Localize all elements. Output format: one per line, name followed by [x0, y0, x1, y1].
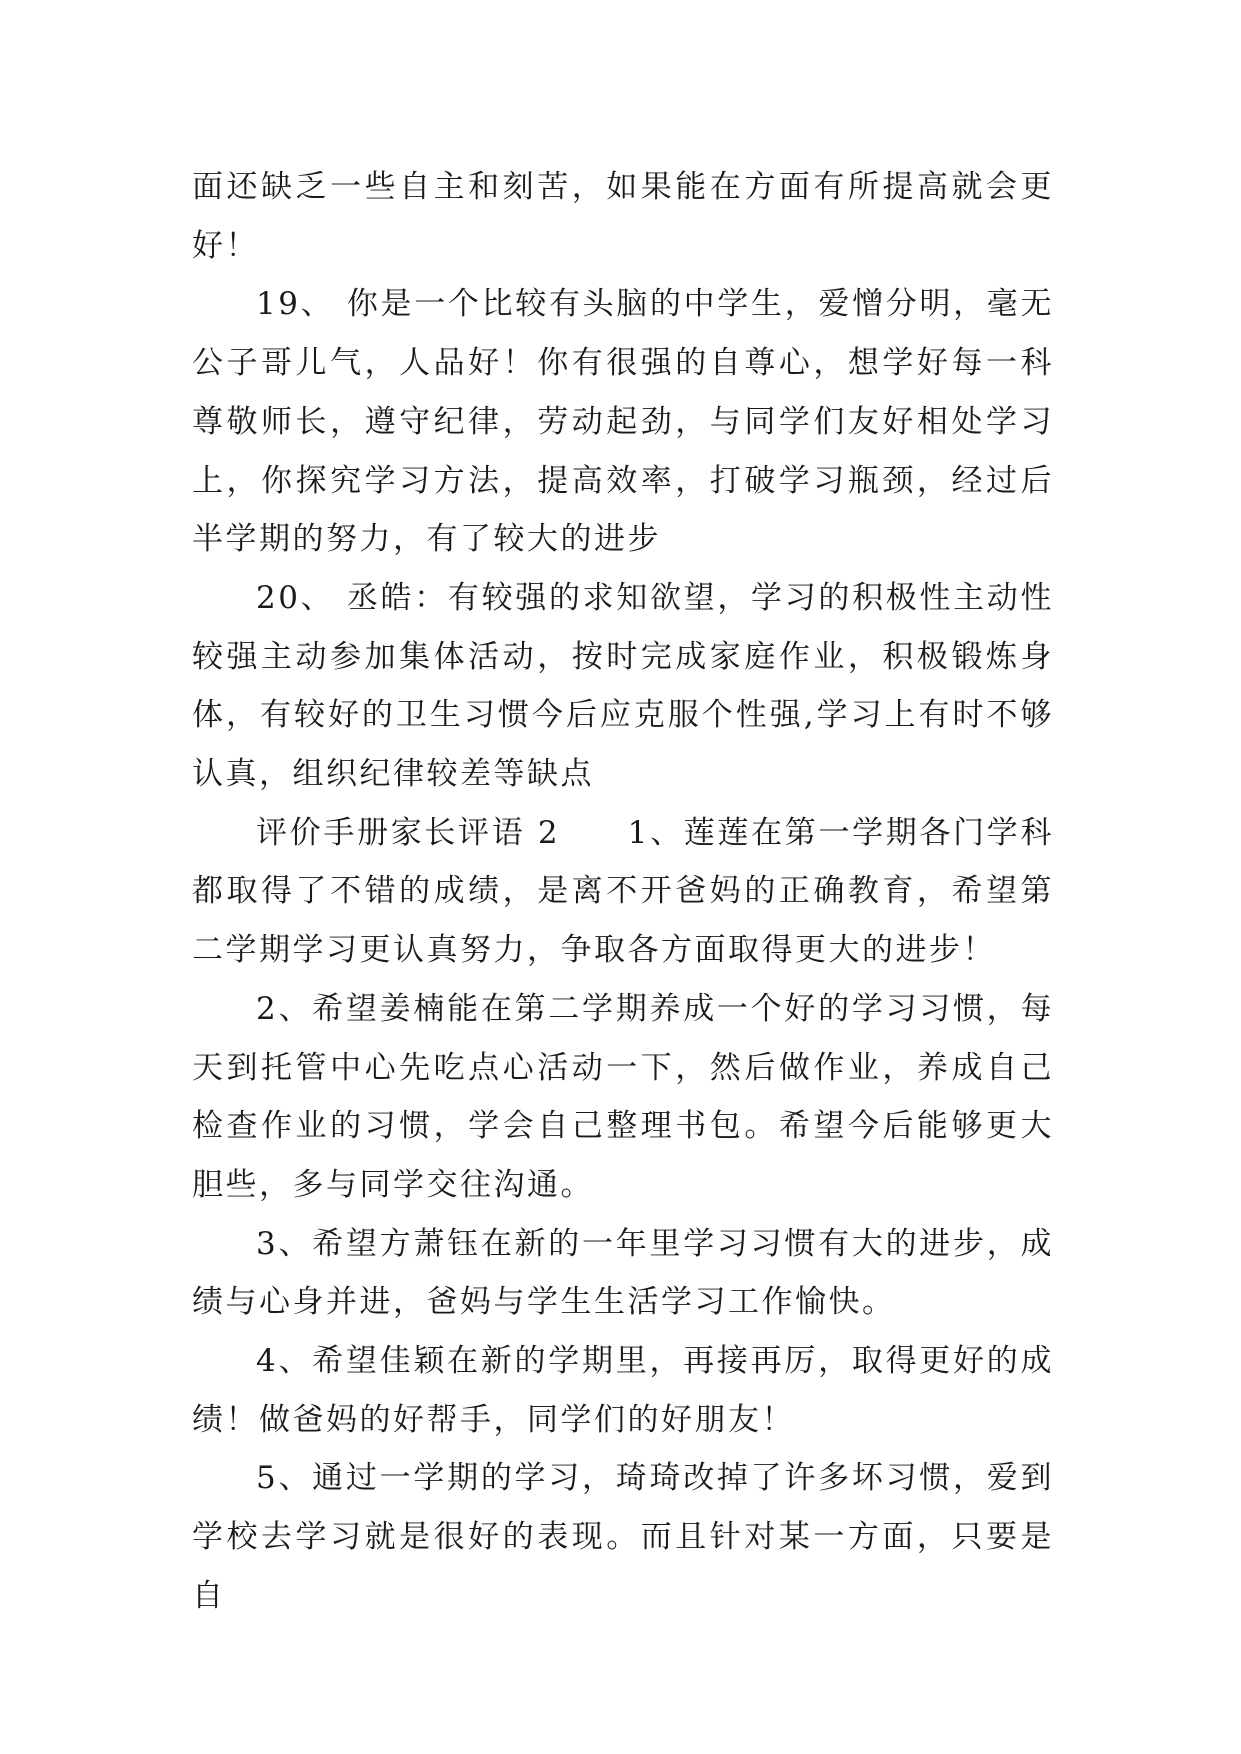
- paragraph-19: 19、 你是一个比较有头脑的中学生，爱憎分明，毫无公子哥儿气，人品好！你有很强的自尊心，想学好每一科尊敬师长，遵守纪律，劳动起劲，与同学们友好相处学习上，你探究学习方法，提高效率，打破学习瓶颈，经过后半学期的努力，有了较大的进步: [192, 286, 1054, 558]
- paragraph-item-2: 2、希望姜楠能在第二学期养成一个好的学习习惯，每天到托管中心先吃点心活动一下，然后做作业，养成自己检查作业的习惯，学会自己整理书包。希望今后能够更大胆些，多与同学交往沟通。: [192, 990, 1054, 1203]
- paragraph-1: 面还缺乏一些自主和刻苦，如果能在方面有所提高就会更好！: [192, 169, 1054, 264]
- document-page: [192, 158, 1054, 1626]
- paragraph-item-5: 5、通过一学期的学习，琦琦改掉了许多坏习惯，爱到学校去学习就是很好的表现。而且针对某一方面，只要是自: [192, 1460, 1054, 1614]
- paragraph-section-2-item-1: 评价手册家长评语 2 1、莲莲在第一学期各门学科都取得了不错的成绩，是离不开爸妈的正确教育，希望第二学期学习更认真努力，争取各方面取得更大的进步！: [192, 814, 1054, 969]
- paragraph-item-3: 3、希望方萧钰在新的一年里学习习惯有大的进步，成绩与心身并进，爸妈与学生生活学习工作愉快。: [192, 1225, 1054, 1321]
- paragraph-item-4: 4、希望佳颖在新的学期里，再接再厉，取得更好的成绩！做爸妈的好帮手，同学们的好朋友！: [192, 1343, 1054, 1438]
- paragraph-20: 20、 丞皓：有较强的求知欲望，学习的积极性主动性较强主动参加集体活动，按时完成家庭作业，积极锻炼身体，有较好的卫生习惯今后应克服个性强,学习上有时不够认真，组织纪律较差等缺点: [192, 579, 1054, 793]
